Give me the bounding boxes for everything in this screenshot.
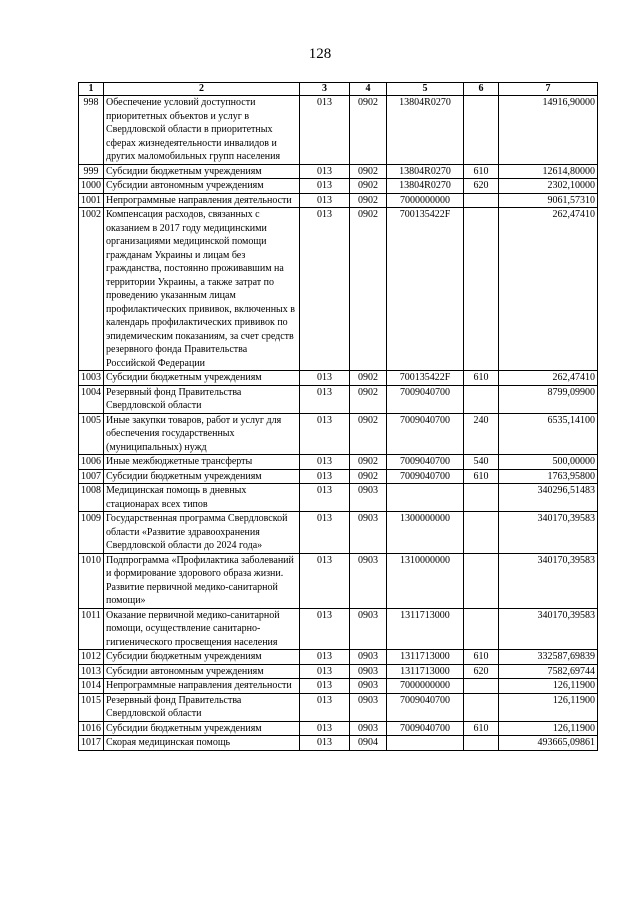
row-name: Подпрограмма «Профилактика заболеваний и формирование здорового образа жизни. Развитие первичной медико-санитарной помощи» [104,553,300,608]
table-row [79,413,598,455]
row-expense-type: 620 [464,179,499,194]
row-expense-type [464,608,499,650]
row-amount: 126,11900 [499,693,598,721]
header-col-7: 7 [499,83,598,96]
table-row [79,679,598,694]
row-name: Государственная программа Свердловской области «Развитие здравоохранения Свердловской области до 2024 года» [104,512,300,554]
row-ministry-code: 013 [300,208,350,371]
row-target-code: 7009040700 [387,721,464,736]
row-expense-type: 620 [464,664,499,679]
row-section-code: 0902 [350,179,387,194]
row-ministry-code: 013 [300,164,350,179]
row-target-code: 1311713000 [387,664,464,679]
row-ministry-code: 013 [300,721,350,736]
row-target-code: 7009040700 [387,693,464,721]
row-number: 1006 [79,455,104,470]
table-row [79,484,598,512]
row-name: Субсидии автономным учреждениям [104,664,300,679]
row-ministry-code: 013 [300,469,350,484]
row-target-code: 700135422F [387,371,464,386]
row-amount: 1763,95800 [499,469,598,484]
row-name: Иные межбюджетные трансферты [104,455,300,470]
row-ministry-code: 013 [300,455,350,470]
row-expense-type [464,736,499,751]
table-row [79,664,598,679]
row-amount: 9061,57310 [499,193,598,208]
row-target-code: 1310000000 [387,553,464,608]
row-number: 1003 [79,371,104,386]
table-row [79,736,598,751]
row-amount: 126,11900 [499,721,598,736]
row-section-code: 0904 [350,736,387,751]
row-amount: 2302,10000 [499,179,598,194]
header-col-1: 1 [79,83,104,96]
row-name: Субсидии бюджетным учреждениям [104,650,300,665]
page-number: 128 [308,46,332,62]
row-number: 1001 [79,193,104,208]
row-section-code: 0903 [350,553,387,608]
row-target-code: 7000000000 [387,193,464,208]
header-col-5: 5 [387,83,464,96]
row-name: Резервный фонд Правительства Свердловской области [104,693,300,721]
table-row [79,179,598,194]
row-name: Оказание первичной медико-санитарной помощи, осуществление санитарно-гигиенического просвещения населения [104,608,300,650]
row-ministry-code: 013 [300,650,350,665]
row-section-code: 0902 [350,385,387,413]
table-row [79,693,598,721]
row-number: 1002 [79,208,104,371]
row-number: 1012 [79,650,104,665]
table-row [79,455,598,470]
row-section-code: 0902 [350,371,387,386]
row-name: Иные закупки товаров, работ и услуг для обеспечения государственных (муниципальных) нужд [104,413,300,455]
row-expense-type [464,208,499,371]
row-section-code: 0903 [350,484,387,512]
row-ministry-code: 013 [300,512,350,554]
row-expense-type [464,693,499,721]
row-number: 1007 [79,469,104,484]
table-row [79,385,598,413]
row-number: 1005 [79,413,104,455]
row-amount: 340296,51483 [499,484,598,512]
row-ministry-code: 013 [300,693,350,721]
row-target-code: 7000000000 [387,679,464,694]
row-name: Обеспечение условий доступности приоритетных объектов и услуг в Свердловской области в приоритетных сферах жизнедеятельности инвалидов и других маломобильных групп населения [104,96,300,165]
row-target-code [387,736,464,751]
row-section-code: 0903 [350,664,387,679]
table-row [79,608,598,650]
row-number: 1016 [79,721,104,736]
row-number: 998 [79,96,104,165]
table-row [79,469,598,484]
row-target-code: 1300000000 [387,512,464,554]
row-amount: 14916,90000 [499,96,598,165]
table-row [79,512,598,554]
row-target-code: 1311713000 [387,608,464,650]
row-amount: 340170,39583 [499,512,598,554]
row-name: Субсидии бюджетным учреждениям [104,469,300,484]
header-col-6: 6 [464,83,499,96]
row-target-code: 7009040700 [387,469,464,484]
row-name: Субсидии бюджетным учреждениям [104,371,300,386]
row-target-code: 700135422F [387,208,464,371]
row-section-code: 0903 [350,721,387,736]
row-expense-type: 610 [464,164,499,179]
row-expense-type: 240 [464,413,499,455]
header-col-3: 3 [300,83,350,96]
row-expense-type [464,193,499,208]
row-expense-type [464,553,499,608]
row-ministry-code: 013 [300,371,350,386]
row-number: 1011 [79,608,104,650]
row-amount: 340170,39583 [499,553,598,608]
table-row [79,208,598,371]
row-target-code: 13804R0270 [387,164,464,179]
row-amount: 8799,09900 [499,385,598,413]
row-amount: 7582,69744 [499,664,598,679]
row-ministry-code: 013 [300,96,350,165]
row-name: Скорая медицинская помощь [104,736,300,751]
row-ministry-code: 013 [300,484,350,512]
row-ministry-code: 013 [300,736,350,751]
row-ministry-code: 013 [300,385,350,413]
header-row [79,83,598,96]
row-amount: 126,11900 [499,679,598,694]
row-section-code: 0903 [350,679,387,694]
table-row [79,96,598,165]
row-amount: 6535,14100 [499,413,598,455]
row-expense-type [464,679,499,694]
row-target-code [387,484,464,512]
table-row [79,721,598,736]
table-body [79,96,598,751]
row-ministry-code: 013 [300,608,350,650]
row-amount: 262,47410 [499,371,598,386]
row-amount: 500,00000 [499,455,598,470]
row-section-code: 0902 [350,413,387,455]
row-amount: 262,47410 [499,208,598,371]
row-target-code: 7009040700 [387,455,464,470]
row-number: 1014 [79,679,104,694]
row-expense-type [464,385,499,413]
row-section-code: 0903 [350,608,387,650]
row-number: 1015 [79,693,104,721]
row-target-code: 13804R0270 [387,96,464,165]
row-name: Медицинская помощь в дневных стационарах всех типов [104,484,300,512]
row-name: Субсидии автономным учреждениям [104,179,300,194]
table-row [79,193,598,208]
row-number: 999 [79,164,104,179]
row-target-code: 1311713000 [387,650,464,665]
row-expense-type: 610 [464,469,499,484]
row-expense-type [464,484,499,512]
header-col-4: 4 [350,83,387,96]
row-name: Резервный фонд Правительства Свердловской области [104,385,300,413]
row-ministry-code: 013 [300,179,350,194]
row-name: Непрограммные направления деятельности [104,193,300,208]
row-section-code: 0902 [350,193,387,208]
budget-table [78,82,598,751]
row-section-code: 0902 [350,164,387,179]
row-amount: 340170,39583 [499,608,598,650]
row-number: 1010 [79,553,104,608]
row-target-code: 13804R0270 [387,179,464,194]
row-ministry-code: 013 [300,553,350,608]
row-section-code: 0903 [350,512,387,554]
row-expense-type: 610 [464,371,499,386]
row-number: 1017 [79,736,104,751]
row-expense-type [464,96,499,165]
table-row [79,371,598,386]
row-section-code: 0902 [350,455,387,470]
row-section-code: 0902 [350,208,387,371]
table-row [79,650,598,665]
row-section-code: 0903 [350,650,387,665]
header-col-2: 2 [104,83,300,96]
row-number: 1004 [79,385,104,413]
row-ministry-code: 013 [300,679,350,694]
row-section-code: 0902 [350,469,387,484]
row-expense-type: 610 [464,650,499,665]
row-number: 1009 [79,512,104,554]
row-ministry-code: 013 [300,664,350,679]
row-target-code: 7009040700 [387,413,464,455]
row-expense-type: 540 [464,455,499,470]
row-target-code: 7009040700 [387,385,464,413]
row-section-code: 0903 [350,693,387,721]
row-number: 1013 [79,664,104,679]
row-amount: 12614,80000 [499,164,598,179]
row-amount: 332587,69839 [499,650,598,665]
row-section-code: 0902 [350,96,387,165]
row-amount: 493665,09861 [499,736,598,751]
row-expense-type [464,512,499,554]
row-number: 1008 [79,484,104,512]
row-name: Субсидии бюджетным учреждениям [104,721,300,736]
table-row [79,164,598,179]
row-expense-type: 610 [464,721,499,736]
row-name: Компенсация расходов, связанных с оказанием в 2017 году медицинскими организациями медицинской помощи гражданам Украины и лицам без гражданства, постоянно проживавшим на территории Украины, а также затрат по проведению указанным лицам профилактических прививок, включенных в календарь профилактических прививок по эпидемическим показаниям, за счет средств резервного фонда Правительства Российской Федерации [104,208,300,371]
row-number: 1000 [79,179,104,194]
row-ministry-code: 013 [300,193,350,208]
row-name: Непрограммные направления деятельности [104,679,300,694]
row-ministry-code: 013 [300,413,350,455]
row-name: Субсидии бюджетным учреждениям [104,164,300,179]
table-row [79,553,598,608]
